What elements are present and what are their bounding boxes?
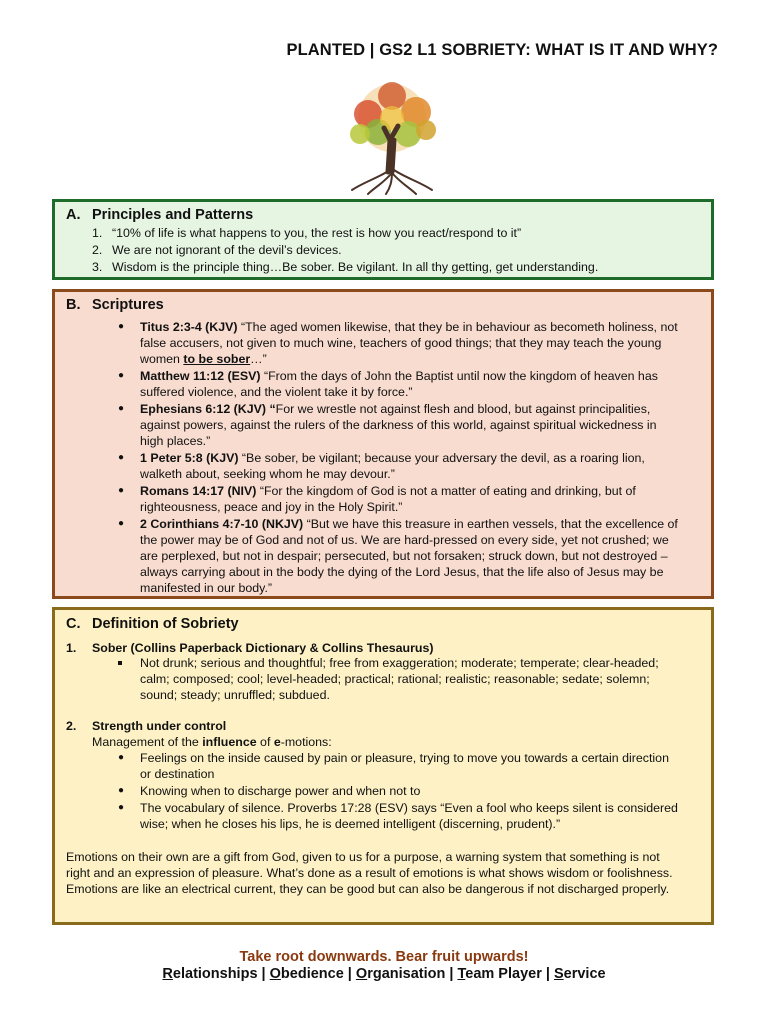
scripture-peter: 1 Peter 5:8 (KJV) “Be sober, be vigilant; because your adversary the devil, as a roaring lion, — [140, 451, 645, 465]
bullet-icon: ● — [118, 752, 125, 763]
list-item: Wisdom is the principle thing…Be sober. Be vigilant. In all thy getting, get understanding. — [112, 260, 599, 274]
scripture-matthew: Matthew 11:12 (ESV) “From the days of John the Baptist until now the kingdom of heaven has — [140, 369, 658, 383]
list-number: 2. — [92, 243, 103, 257]
list-item: We are not ignorant of the devil’s devices. — [112, 243, 342, 257]
scripture-ephesians: Ephesians 6:12 (KJV) “For we wrestle not against flesh and blood, but against principalities, — [140, 402, 651, 416]
bullet-icon: ● — [118, 785, 125, 796]
footer-tagline: Take root downwards. Bear fruit upwards! — [239, 949, 529, 965]
list-item: “10% of life is what happens to you, the rest is how you react/respond to it” — [112, 226, 522, 240]
bullet-icon: ● — [118, 370, 125, 381]
bullet-icon: ● — [118, 403, 125, 414]
emotions-paragraph: Emotions on their own are a gift from God, given to us for a purpose, a warning system that something is not — [66, 850, 660, 864]
definition-number: 1. — [66, 641, 77, 655]
scripture-corinthians: 2 Corinthians 4:7-10 (NKJV) “But we have this treasure in earthen vessels, that the excellence of — [140, 517, 678, 531]
section-a-principles — [52, 199, 714, 280]
page-title: PLANTED | GS2 L1 SOBRIETY: WHAT IS IT AND WHY? — [286, 41, 718, 59]
definition-sober-title: Sober (Collins Paperback Dictionary & Collins Thesaurus) — [92, 641, 434, 655]
scripture-titus: Titus 2:3-4 (KJV) “The aged women likewise, that they be in behaviour as becometh holiness, not — [140, 320, 678, 334]
tree-roots — [352, 170, 432, 194]
bullet-icon: ● — [118, 452, 125, 463]
list-number: 1. — [92, 226, 103, 240]
scripture-romans: Romans 14:17 (NIV) “For the kingdom of God is not a matter of eating and drinking, but of — [140, 484, 636, 498]
tree-logo — [338, 78, 446, 198]
list-number: 3. — [92, 260, 103, 274]
definition-number: 2. — [66, 719, 77, 733]
section-c-definition: C. Definition of Sobriety 1. Sober (Collins Paperback Dictionary & Collins Thesaurus) Not drunk; serious and thoughtful; free from exaggeration; moderate; temperate; clear-headed; calm; composed; cool; level-headed; practical; rational; realistic; reasonable; sedate; solemn; sound; steady; unruffled; subdued. 2. Strength under control Management of the influence of e-motions: ● Feelings on the inside caused by pain or pleasure, trying to move you towards a certain direction or destination ● Knowing when to discharge power and when not to ● The vocabulary of silence. Proverbs 17:28 (ESV) says “Even a fool who keeps silent is considered wise; when he closes his lips, he is deemed intelligent (discerning, prudent).” Emotions on their own are a gift from God, given to us for a purpose, a warning system that something is not right and an expression of pleasure. What’s done as a result of emotions is what shows wisdom or foolishness. Emotions are like an electrical current, they can be good but can also be dangerous if not discharged properly. — [52, 607, 714, 925]
bullet-icon: ● — [118, 518, 125, 529]
section-b-heading: B. Scriptures — [66, 297, 164, 313]
definition-intro: Management of the influence of e-motions: — [92, 735, 332, 749]
footer-values: Relationships | Obedience | Organisation | Team Player | Service — [162, 966, 606, 982]
bullet-icon: ● — [118, 485, 125, 496]
section-a-heading: A. Principles and Patterns — [66, 207, 254, 223]
bullet-icon: ● — [118, 321, 125, 332]
bullet-icon: ● — [118, 802, 125, 813]
definition-strength-title: Strength under control — [92, 719, 227, 733]
section-c-heading: C. Definition of Sobriety — [66, 616, 239, 632]
section-b-scriptures: B. Scriptures ● Titus 2:3-4 (KJV) “The aged women likewise, that they be in behaviour as becometh holiness, not false accusers, not given to much wine, teachers of good things; that they may teach the young women to be sober…” ● Matthew 11:12 (ESV) “From the days of John the Baptist until now the kingdom of heaven has suffered violence, and the violent take it by force.” ● Ephesians 6:12 (KJV) “For we wrestle not against flesh and blood, but against principalities, against powers, against the rulers of the darkness of this world, against spiritual wickedness in high places.” ● 1 Peter 5:8 (KJV) “Be sober, be vigilant; because your adversary the devil, as a roaring lion, walketh about, seeking whom he may devour.” ● Romans 14:17 (NIV) “For the kingdom of God is not a matter of eating and drinking, but of righteousness, peace and joy in the Holy Spirit.” ● 2 Corinthians 4:7-10 (NKJV) “But we have this treasure in earthen vessels, that the excellence of the power may be of God and not of us. We are hard-pressed on every side, yet not crushed; we are perplexed, but not in despair; persecuted, but not forsaken; struck down, but not destroyed – always carrying about in the body the dying of the Lord Jesus, that the life also of Jesus may be manifested in our body.” — [52, 289, 714, 599]
square-bullet-icon — [118, 661, 122, 665]
